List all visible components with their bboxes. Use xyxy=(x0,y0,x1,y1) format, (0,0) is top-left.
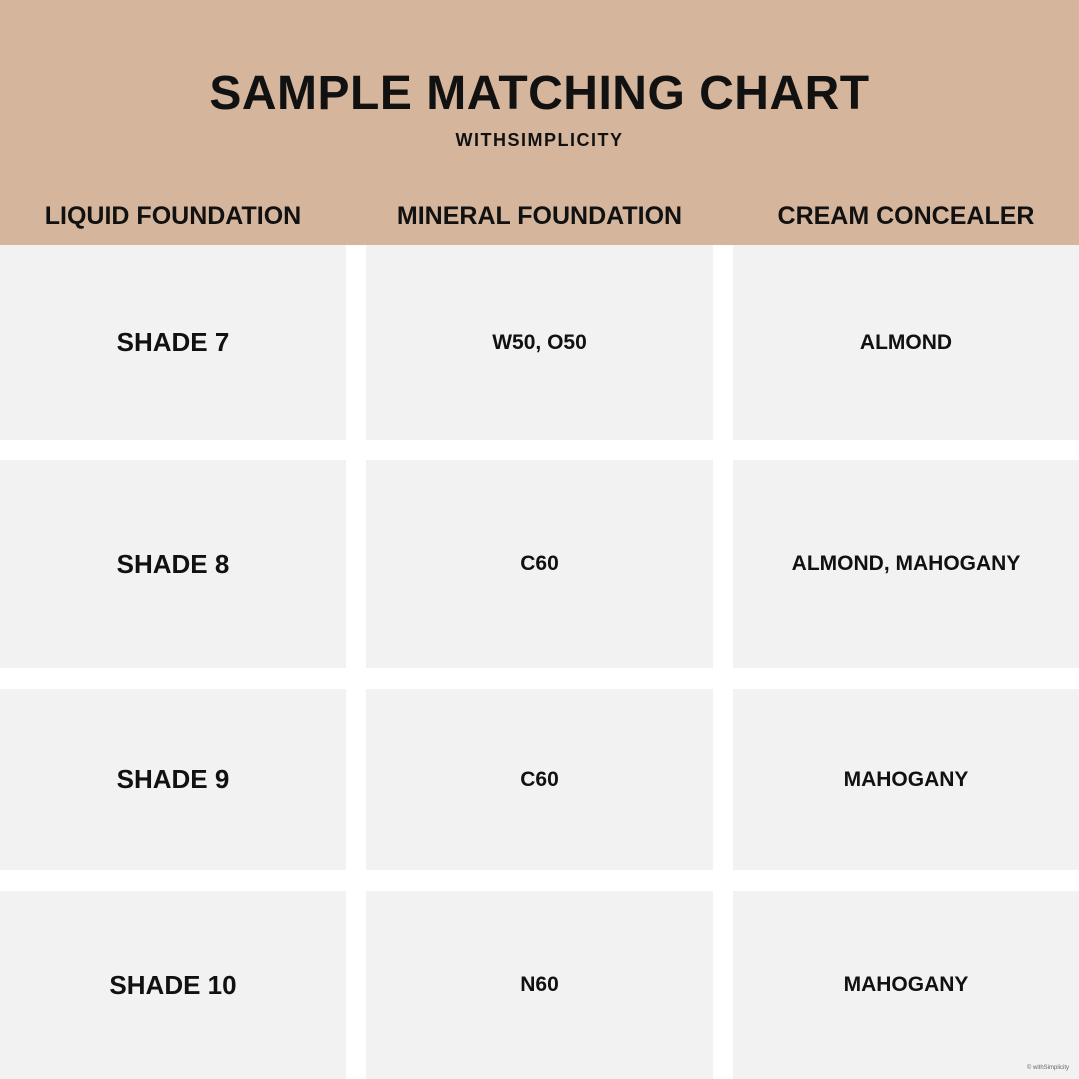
table-cell-liquid-foundation: SHADE 8 xyxy=(0,460,346,668)
column-header-cream-concealer: CREAM CONCEALER xyxy=(777,202,1035,230)
table-cell-cream-concealer: MAHOGANY xyxy=(733,891,1079,1079)
table-cell-cream-concealer: ALMOND, MAHOGANY xyxy=(733,460,1079,668)
table-cell-mineral-foundation: C60 xyxy=(366,460,713,668)
column-header-liquid-foundation: LIQUID FOUNDATION xyxy=(44,202,302,230)
page-subtitle: WITHSIMPLICITY xyxy=(455,130,624,150)
table-cell-mineral-foundation: C60 xyxy=(366,689,713,870)
table-cell-mineral-foundation: N60 xyxy=(366,891,713,1079)
table-cell-mineral-foundation: W50, O50 xyxy=(366,245,713,440)
column-header-mineral-foundation: MINERAL FOUNDATION xyxy=(396,202,683,230)
page-title: SAMPLE MATCHING CHART xyxy=(209,67,870,120)
watermark-credit: © withSimplicity xyxy=(1026,1065,1069,1071)
table-cell-liquid-foundation: SHADE 7 xyxy=(0,245,346,440)
table-cell-cream-concealer: MAHOGANY xyxy=(733,689,1079,870)
table-cell-cream-concealer: ALMOND xyxy=(733,245,1079,440)
table-cell-liquid-foundation: SHADE 10 xyxy=(0,891,346,1079)
header-band xyxy=(0,0,1079,245)
table-cell-liquid-foundation: SHADE 9 xyxy=(0,689,346,870)
